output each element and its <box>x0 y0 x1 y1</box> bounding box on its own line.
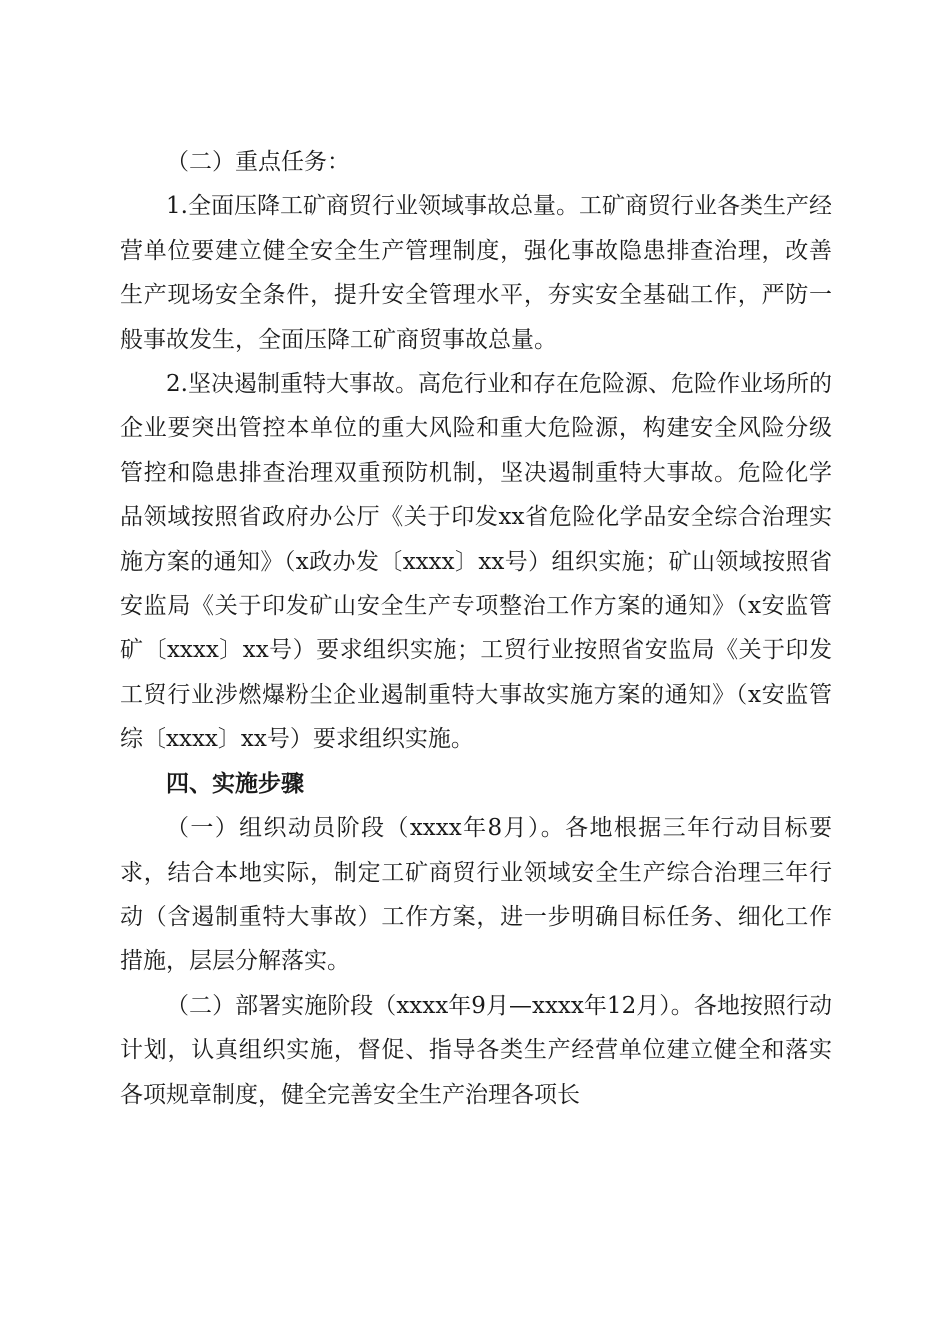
paragraph-reduce-accidents: 1.全面压降工矿商贸行业领域事故总量。工矿商贸行业各类生产经营单位要建立健全安全生产管理制度，强化事故隐患排查治理，改善生产现场安全条件，提升安全管理水平，夯实安全基础工作，严防一般事故发生，全面压降工矿商贸事故总量。 <box>120 193 832 353</box>
section-heading-implementation-steps: 四、实施步骤 <box>166 769 304 797</box>
subheading-key-tasks: （二）重点任务： <box>166 149 350 175</box>
paragraph-implementation-stage: （二）部署实施阶段（xxxx年9月—xxxx年12月）。各地按照行动计划，认真组织实施，督促、指导各类生产经营单位建立健全和落实各项规章制度，健全完善安全生产治理各项长 <box>120 992 832 1108</box>
paragraph-mobilization-stage: （一）组织动员阶段（xxxx年8月）。各地根据三年行动目标要求，结合本地实际，制定工矿商贸行业领域安全生产综合治理三年行动（含遏制重特大事故）工作方案，进一步明确目标任务、细化工作措施，层层分解落实。 <box>120 815 832 975</box>
document-body <box>120 140 832 1117</box>
paragraph-curb-major-accidents: 2.坚决遏制重特大事故。高危行业和存在危险源、危险作业场所的企业要突出管控本单位的重大风险和重大危险源，构建安全风险分级管控和隐患排查治理双重预防机制，坚决遏制重特大事故。危险化学品领域按照省政府办公厅《关于印发xx省危险化学品安全综合治理实施方案的通知》（x政办发〔xxxx〕xx号）组织实施；矿山领域按照省安监局《关于印发矿山安全生产专项整治工作方案的通知》（x安监管矿〔xxxx〕xx号）要求组织实施；工贸行业按照省安监局《关于印发工贸行业涉燃爆粉尘企业遏制重特大事故实施方案的通知》（x安监管综〔xxxx〕xx号）要求组织实施。 <box>120 371 832 753</box>
